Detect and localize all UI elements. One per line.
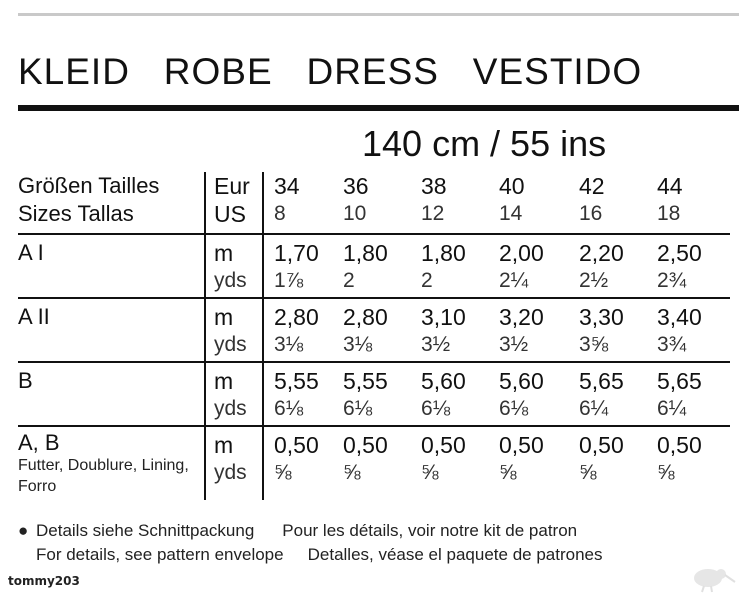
value-cell: [579, 234, 657, 298]
meters-value: 2,80: [274, 304, 319, 330]
meters-value: 0,50: [421, 432, 466, 458]
yards-value: 2: [421, 269, 433, 292]
value-cell: [579, 298, 657, 362]
eur-size: 36: [343, 173, 369, 199]
value-cell: [657, 298, 730, 362]
table-row: [18, 426, 730, 500]
row-sub-label: Futter, Doublure, Lining, Forro: [18, 457, 189, 495]
value-cell: [343, 298, 421, 362]
unit-cell: [205, 234, 263, 298]
size-cell: [579, 172, 657, 234]
value-cell: [263, 234, 343, 298]
yards-value: 6⅛: [274, 397, 304, 420]
kiwi-bird-icon: [684, 562, 736, 599]
yards-value: 6⅛: [499, 397, 529, 420]
value-cell: [421, 426, 499, 500]
meters-value: 3,30: [579, 304, 624, 330]
value-cell: [343, 362, 421, 426]
value-cell: [421, 362, 499, 426]
table-row: [18, 298, 730, 362]
unit-yds: yds: [214, 333, 247, 356]
table-row: [18, 234, 730, 298]
yards-value: 3⅛: [343, 333, 373, 356]
value-cell: [343, 234, 421, 298]
row-label-cell: [18, 362, 205, 426]
value-cell: [263, 298, 343, 362]
us-size: 10: [343, 202, 367, 225]
row-label: B: [18, 368, 33, 393]
yards-value: 2¾: [657, 269, 687, 292]
footnote-es: Detalles, véase el paquete de patrones: [307, 545, 603, 564]
size-cell: [421, 172, 499, 234]
yards-value: 2½: [579, 269, 609, 292]
value-cell: [263, 362, 343, 426]
unit-m: m: [214, 304, 234, 330]
footnote-de: Details siehe Schnittpackung: [36, 521, 255, 540]
meters-value: 5,55: [274, 368, 319, 394]
us-size: 12: [421, 202, 445, 225]
top-divider: [18, 13, 739, 16]
footnote-fr: Pour les détails, voir notre kit de patron: [282, 521, 578, 540]
yards-value: 3¾: [657, 333, 687, 356]
yards-value: ⅝: [499, 461, 517, 484]
yards-value: 3½: [499, 333, 529, 356]
unit-eur: Eur: [214, 173, 250, 199]
us-size: 16: [579, 202, 603, 225]
value-cell: [343, 426, 421, 500]
yards-value: ⅝: [657, 461, 675, 484]
yards-value: ⅝: [343, 461, 361, 484]
yards-value: 6¼: [579, 397, 609, 420]
unit-cell: [205, 298, 263, 362]
meters-value: 0,50: [657, 432, 702, 458]
footnote: [18, 519, 602, 567]
meters-value: 2,20: [579, 240, 624, 266]
size-header-row: [18, 172, 730, 234]
yards-value: 3⅛: [274, 333, 304, 356]
unit-m: m: [214, 432, 234, 458]
meters-value: 5,65: [579, 368, 624, 394]
eur-size: 44: [657, 173, 683, 199]
watermark-username: tommy203: [8, 574, 80, 588]
yards-value: 2: [343, 269, 355, 292]
title-underline: [18, 105, 739, 111]
size-cell: [499, 172, 579, 234]
meters-value: 3,40: [657, 304, 702, 330]
size-cell: [657, 172, 730, 234]
meters-value: 2,80: [343, 304, 388, 330]
meters-value: 5,60: [421, 368, 466, 394]
meters-value: 3,10: [421, 304, 466, 330]
yards-value: ⅝: [579, 461, 597, 484]
value-cell: [657, 426, 730, 500]
value-cell: [657, 362, 730, 426]
meters-value: 1,70: [274, 240, 319, 266]
size-label-line2: Sizes Tallas: [18, 201, 134, 226]
page-title: KLEID ROBE DRESS VESTIDO: [18, 51, 643, 92]
value-cell: [421, 234, 499, 298]
size-header-label: [18, 172, 205, 234]
meters-value: 0,50: [579, 432, 624, 458]
yards-value: ⅝: [421, 461, 439, 484]
yards-value: 6¼: [657, 397, 687, 420]
value-cell: [263, 426, 343, 500]
footnote-en: For details, see pattern envelope: [36, 545, 284, 564]
yards-value: ⅝: [274, 461, 292, 484]
meters-value: 1,80: [421, 240, 466, 266]
eur-size: 34: [274, 173, 300, 199]
value-cell: [579, 362, 657, 426]
yards-value: 6⅛: [343, 397, 373, 420]
yardage-table: [18, 172, 730, 500]
value-cell: [499, 298, 579, 362]
bullet-icon: ●: [18, 521, 29, 540]
meters-value: 1,80: [343, 240, 388, 266]
yards-value: 2¼: [499, 269, 529, 292]
unit-cell: [205, 426, 263, 500]
us-size: 18: [657, 202, 681, 225]
us-size: 8: [274, 202, 286, 225]
row-label: A I: [18, 240, 44, 265]
meters-value: 5,55: [343, 368, 388, 394]
meters-value: 2,50: [657, 240, 702, 266]
value-cell: [579, 426, 657, 500]
meters-value: 5,65: [657, 368, 702, 394]
unit-cell: [205, 362, 263, 426]
yards-value: 3⅝: [579, 333, 609, 356]
row-label-cell: [18, 298, 205, 362]
size-label-line1: Größen Tailles: [18, 173, 160, 198]
size-cell: [263, 172, 343, 234]
fabric-width: 140 cm / 55 ins: [362, 123, 607, 164]
value-cell: [421, 298, 499, 362]
size-cell: [343, 172, 421, 234]
unit-yds: yds: [214, 269, 247, 292]
meters-value: 0,50: [343, 432, 388, 458]
eur-size: 42: [579, 173, 605, 199]
row-label: A, B: [18, 430, 60, 455]
value-cell: [499, 426, 579, 500]
unit-m: m: [214, 368, 234, 394]
eur-size: 40: [499, 173, 525, 199]
row-label-cell: [18, 234, 205, 298]
unit-us: US: [214, 201, 246, 227]
value-cell: [499, 234, 579, 298]
meters-value: 0,50: [499, 432, 544, 458]
value-cell: [499, 362, 579, 426]
row-label: A II: [18, 304, 50, 329]
yards-value: 6⅛: [421, 397, 451, 420]
unit-yds: yds: [214, 397, 247, 420]
yards-value: 1⅞: [274, 269, 304, 292]
meters-value: 2,00: [499, 240, 544, 266]
meters-value: 3,20: [499, 304, 544, 330]
unit-yds: yds: [214, 461, 247, 484]
meters-value: 0,50: [274, 432, 319, 458]
table-row: [18, 362, 730, 426]
size-unit-cell: [205, 172, 263, 234]
eur-size: 38: [421, 173, 447, 199]
us-size: 14: [499, 202, 523, 225]
unit-m: m: [214, 240, 234, 266]
row-label-cell: [18, 426, 205, 500]
value-cell: [657, 234, 730, 298]
yards-value: 3½: [421, 333, 451, 356]
meters-value: 5,60: [499, 368, 544, 394]
